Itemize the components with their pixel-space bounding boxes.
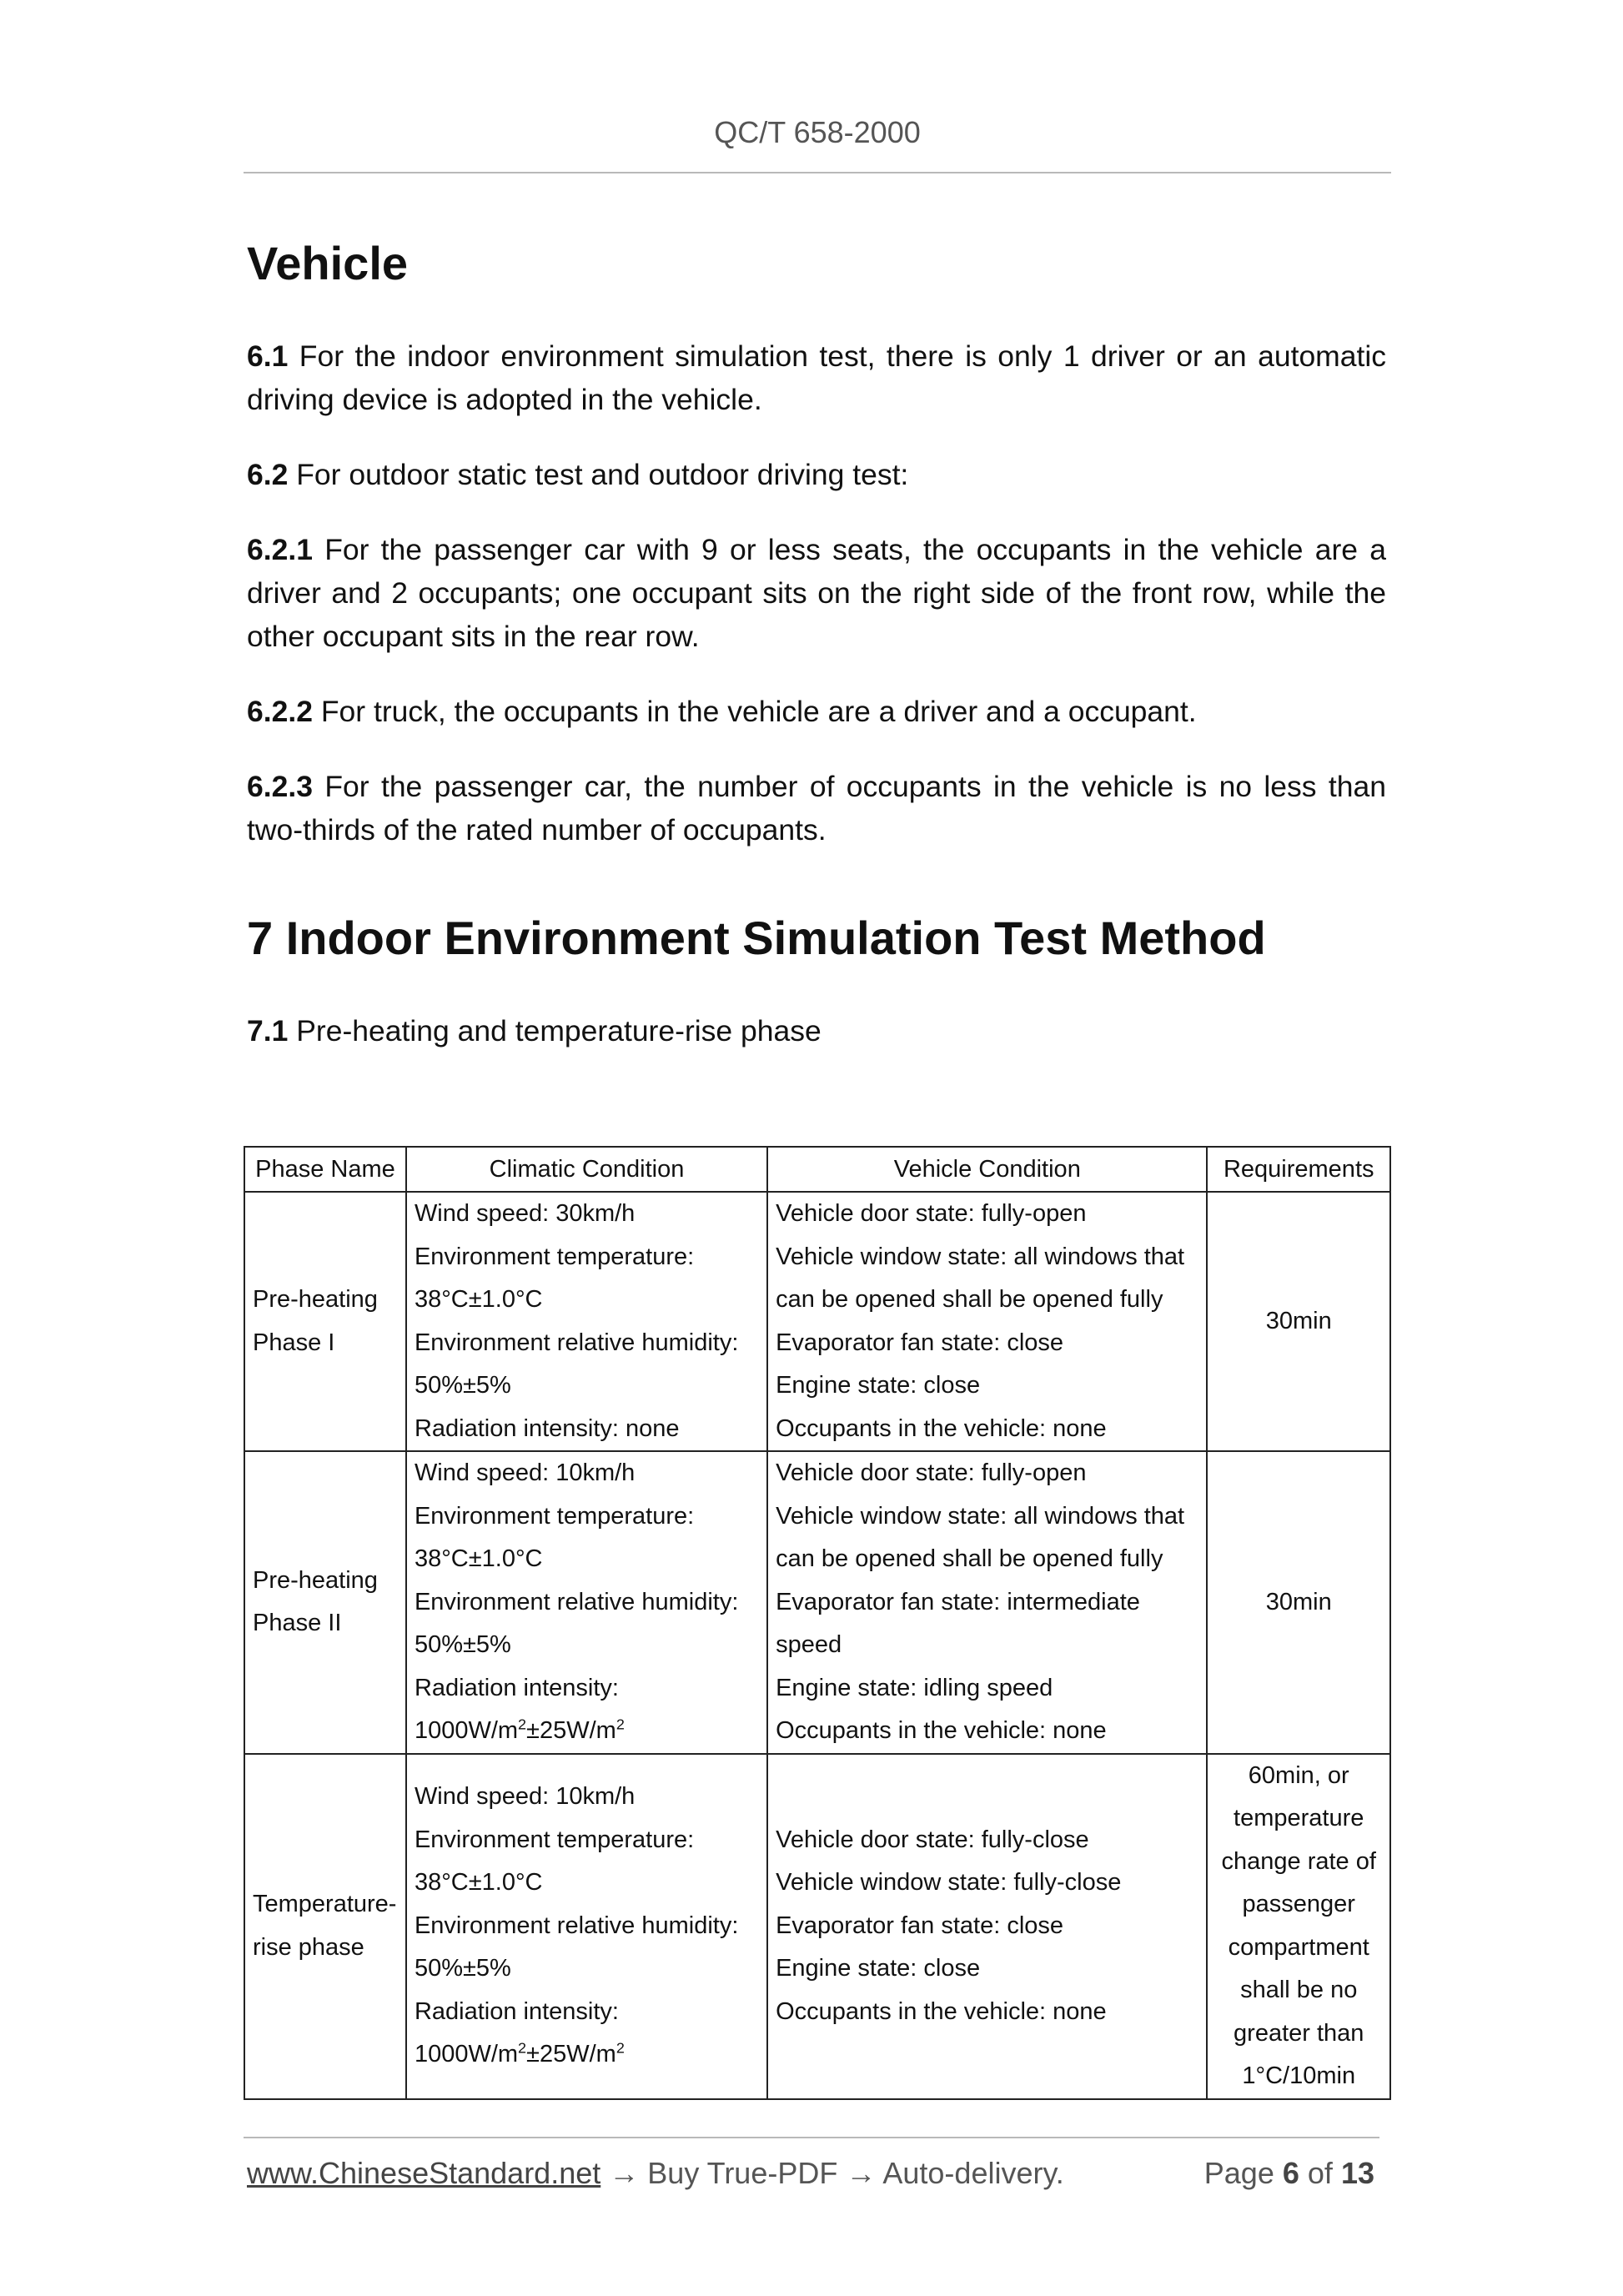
paragraph-6-2-3 xyxy=(247,765,1386,852)
table-row xyxy=(244,1192,1390,1451)
table-row xyxy=(244,1754,1390,2099)
arrow-icon: → xyxy=(609,2156,640,2190)
cell-line: Evaporator fan state: close xyxy=(776,1329,1064,1356)
arrow-icon: → xyxy=(846,2156,877,2190)
cell-line: Occupants in the vehicle: none xyxy=(776,1414,1107,1442)
cell-line: shall be no xyxy=(1240,1977,1358,2003)
cell-line: Engine state: close xyxy=(776,1372,981,1399)
cell-line: can be opened shall be opened fully xyxy=(776,1545,1163,1572)
cell-line: Pre-heating xyxy=(253,1566,378,1594)
cell-line: Radiation intensity: xyxy=(414,1997,619,2025)
cell-line: 50%±5% xyxy=(414,1955,511,1982)
phase-name-cell xyxy=(244,1754,406,2099)
cell-line: greater than xyxy=(1234,2019,1364,2047)
column-header: Vehicle Condition xyxy=(767,1147,1207,1192)
test-phase-table xyxy=(244,1146,1391,2100)
cell-line: 1°C/10min xyxy=(1242,2062,1356,2089)
climatic-condition-cell xyxy=(406,1754,767,2099)
cell-line: Environment temperature: xyxy=(414,1243,695,1270)
clause-text: For truck, the occupants in the vehicle are a driver and a occupant. xyxy=(320,695,1197,729)
cell-line: Vehicle door state: fully-close xyxy=(776,1826,1089,1853)
current-page: 6 xyxy=(1282,2156,1299,2190)
cell-line: Engine state: idling speed xyxy=(776,1674,1053,1701)
website-link[interactable]: www.ChineseStandard.net xyxy=(247,2156,601,2190)
radiation-value: $1000W/m^2\pm 25W/m^2$ xyxy=(414,2039,625,2068)
paragraph-6-2-2 xyxy=(247,690,1386,733)
section-heading-vehicle: Vehicle xyxy=(247,237,409,289)
cell-line: Engine state: close xyxy=(776,1955,981,1982)
cell-line: Evaporator fan state: intermediate xyxy=(776,1588,1140,1615)
radiation-value: $1000W/m^2\pm 25W/m^2$ xyxy=(414,1716,625,1744)
cell-line: Environment temperature: xyxy=(414,1826,695,1853)
cell-line: 38°C±1.0°C xyxy=(414,1869,543,1897)
table-row xyxy=(244,1451,1390,1754)
cell-line: Environment relative humidity: xyxy=(414,1329,739,1356)
cell-line: Vehicle door state: fully-open xyxy=(776,1200,1087,1227)
clause-text: For the indoor environment simulation test, there is only 1 driver or an automatic driving device is adopted in the vehicle. xyxy=(247,339,1386,417)
paragraph-6-2 xyxy=(247,453,1386,496)
footer-promo xyxy=(247,2156,1064,2191)
column-header: Phase Name xyxy=(244,1147,406,1192)
cell-line: Vehicle door state: fully-open xyxy=(776,1459,1087,1486)
column-header: Climatic Condition xyxy=(406,1147,767,1192)
cell-line: temperature xyxy=(1234,1805,1364,1831)
cell-line: Vehicle window state: fully-close xyxy=(776,1869,1122,1897)
clause-text: For the passenger car, the number of occupants in the vehicle is no less than two-thirds of the rated number of occupants. xyxy=(247,770,1386,847)
cell-line: Environment relative humidity: xyxy=(414,1588,739,1615)
cell-line: rise phase xyxy=(253,1933,364,1961)
clause-text: Pre-heating and temperature-rise phase xyxy=(296,1014,822,1048)
buy-pdf-text: Buy True-PDF xyxy=(647,2156,838,2190)
vehicle-condition-cell xyxy=(767,1192,1207,1451)
cell-line: 30min xyxy=(1265,1307,1332,1334)
cell-line: Environment temperature: xyxy=(414,1502,695,1530)
cell-line: Radiation intensity: xyxy=(414,1674,619,1701)
cell-line: Phase II xyxy=(253,1610,342,1637)
cell-line: Phase I xyxy=(253,1329,335,1356)
cell-line: speed xyxy=(776,1631,842,1658)
vehicle-condition-cell xyxy=(767,1754,1207,2099)
clause-number: 6.2.3 xyxy=(247,770,313,804)
cell-line: 30min xyxy=(1265,1588,1332,1615)
clause-text: For the passenger car with 9 or less seats, the occupants in the vehicle are a driver and 2 occupants; one occupant sits on the right side of the front row, while the other occupant sits in the rear row. xyxy=(247,533,1386,654)
cell-line: 38°C±1.0°C xyxy=(414,1286,543,1313)
cell-line: 38°C±1.0°C xyxy=(414,1545,543,1572)
cell-line: Pre-heating xyxy=(253,1286,378,1313)
footer-divider xyxy=(244,2137,1379,2138)
cell-line: 50%±5% xyxy=(414,1372,511,1399)
requirements-cell xyxy=(1207,1451,1390,1754)
delivery-text: Auto-delivery. xyxy=(882,2156,1064,2190)
cell-line: change rate of xyxy=(1221,1847,1376,1875)
cell-line: Occupants in the vehicle: none xyxy=(776,1717,1107,1744)
section-heading-7: 7 Indoor Environment Simulation Test Method xyxy=(247,912,1266,965)
header-divider xyxy=(244,172,1391,173)
clause-number: 6.2.2 xyxy=(247,695,313,729)
cell-line: Environment relative humidity: xyxy=(414,1912,739,1939)
table-header-row xyxy=(244,1147,1390,1192)
clause-number: 6.1 xyxy=(247,339,289,374)
cell-line: Wind speed: 10km/h xyxy=(414,1459,636,1486)
climatic-condition-cell xyxy=(406,1451,767,1754)
document-body xyxy=(247,235,1386,1053)
vehicle-condition-cell xyxy=(767,1451,1207,1754)
column-header: Requirements xyxy=(1207,1147,1390,1192)
phase-name-cell xyxy=(244,1451,406,1754)
cell-line: Temperature- xyxy=(253,1891,397,1917)
page-label: Page xyxy=(1203,2156,1274,2190)
cell-line: 50%±5% xyxy=(414,1631,511,1658)
requirements-cell xyxy=(1207,1192,1390,1451)
page-indicator xyxy=(1204,2156,1374,2191)
paragraph-6-2-1 xyxy=(247,528,1386,658)
cell-line: Vehicle window state: all windows that xyxy=(776,1243,1185,1270)
phase-name-cell xyxy=(244,1192,406,1451)
cell-line: Occupants in the vehicle: none xyxy=(776,1997,1107,2025)
cell-line: 60min, or xyxy=(1248,1761,1349,1789)
of-label: of xyxy=(1307,2156,1333,2190)
cell-line: compartment xyxy=(1228,1933,1369,1961)
clause-number: 6.2.1 xyxy=(247,533,313,567)
clause-text: For outdoor static test and outdoor driving test: xyxy=(296,458,909,492)
cell-line: Wind speed: 30km/h xyxy=(414,1200,636,1227)
cell-line: Evaporator fan state: close xyxy=(776,1912,1064,1939)
total-pages: 13 xyxy=(1340,2156,1374,2190)
requirements-cell xyxy=(1207,1754,1390,2099)
cell-line: Radiation intensity: none xyxy=(414,1414,680,1442)
cell-line: Vehicle window state: all windows that xyxy=(776,1502,1185,1530)
clause-number: 6.2 xyxy=(247,458,289,492)
cell-line: can be opened shall be opened fully xyxy=(776,1286,1163,1313)
cell-line: passenger xyxy=(1242,1891,1355,1917)
paragraph-7-1 xyxy=(247,1009,1386,1053)
climatic-condition-cell xyxy=(406,1192,767,1451)
page-header: QC/T 658-2000 xyxy=(714,115,921,149)
paragraph-6-1 xyxy=(247,334,1386,421)
clause-number: 7.1 xyxy=(247,1014,289,1048)
cell-line: Wind speed: 10km/h xyxy=(414,1783,636,1811)
